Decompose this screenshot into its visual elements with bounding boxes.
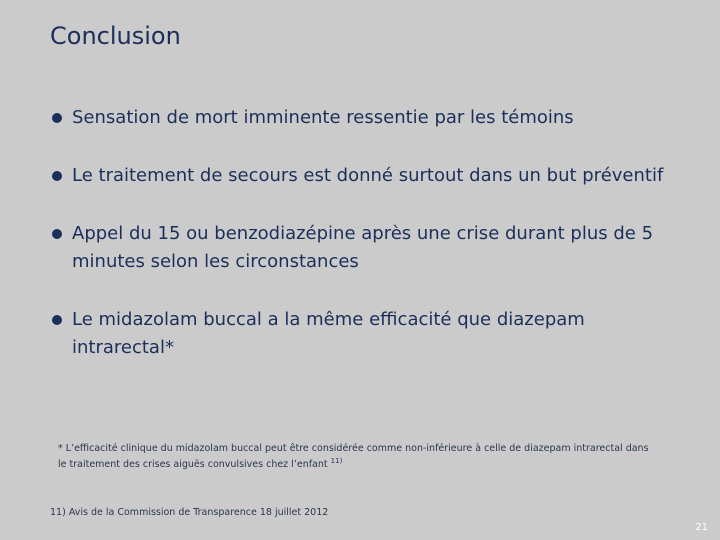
bullet-item <box>52 104 672 132</box>
bullet-text: Sensation de mort imminente ressentie par les témoins <box>72 107 574 128</box>
bullet-item <box>52 162 672 190</box>
reference-citation: 11) Avis de la Commission de Transparence 18 juillet 2012 <box>50 507 329 518</box>
bullet-dot-icon <box>52 113 62 123</box>
slide-title: Conclusion <box>50 22 181 50</box>
footnote <box>58 442 658 471</box>
bullet-dot-icon <box>52 171 62 181</box>
bullet-item <box>52 306 672 362</box>
bullet-text: Le traitement de secours est donné surtout dans un but préventif <box>72 165 664 186</box>
footnote-text: * L’efficacité clinique du midazolam buccal peut être considérée comme non-inférieure à celle de diazepam intrarectal dans le traitement des crises aiguës convulsives chez l’enfant <box>58 443 649 471</box>
page-number: 21 <box>695 522 708 533</box>
footnote-ref-mark: 11) <box>330 457 343 465</box>
bullet-list <box>52 104 672 392</box>
bullet-text: Appel du 15 ou benzodiazépine après une crise durant plus de 5 minutes selon les circonstances <box>72 223 654 272</box>
bullet-dot-icon <box>52 315 62 325</box>
bullet-text: Le midazolam buccal a la même efficacité que diazepam intrarectal* <box>72 309 585 358</box>
bullet-dot-icon <box>52 229 62 239</box>
bullet-item <box>52 220 672 276</box>
